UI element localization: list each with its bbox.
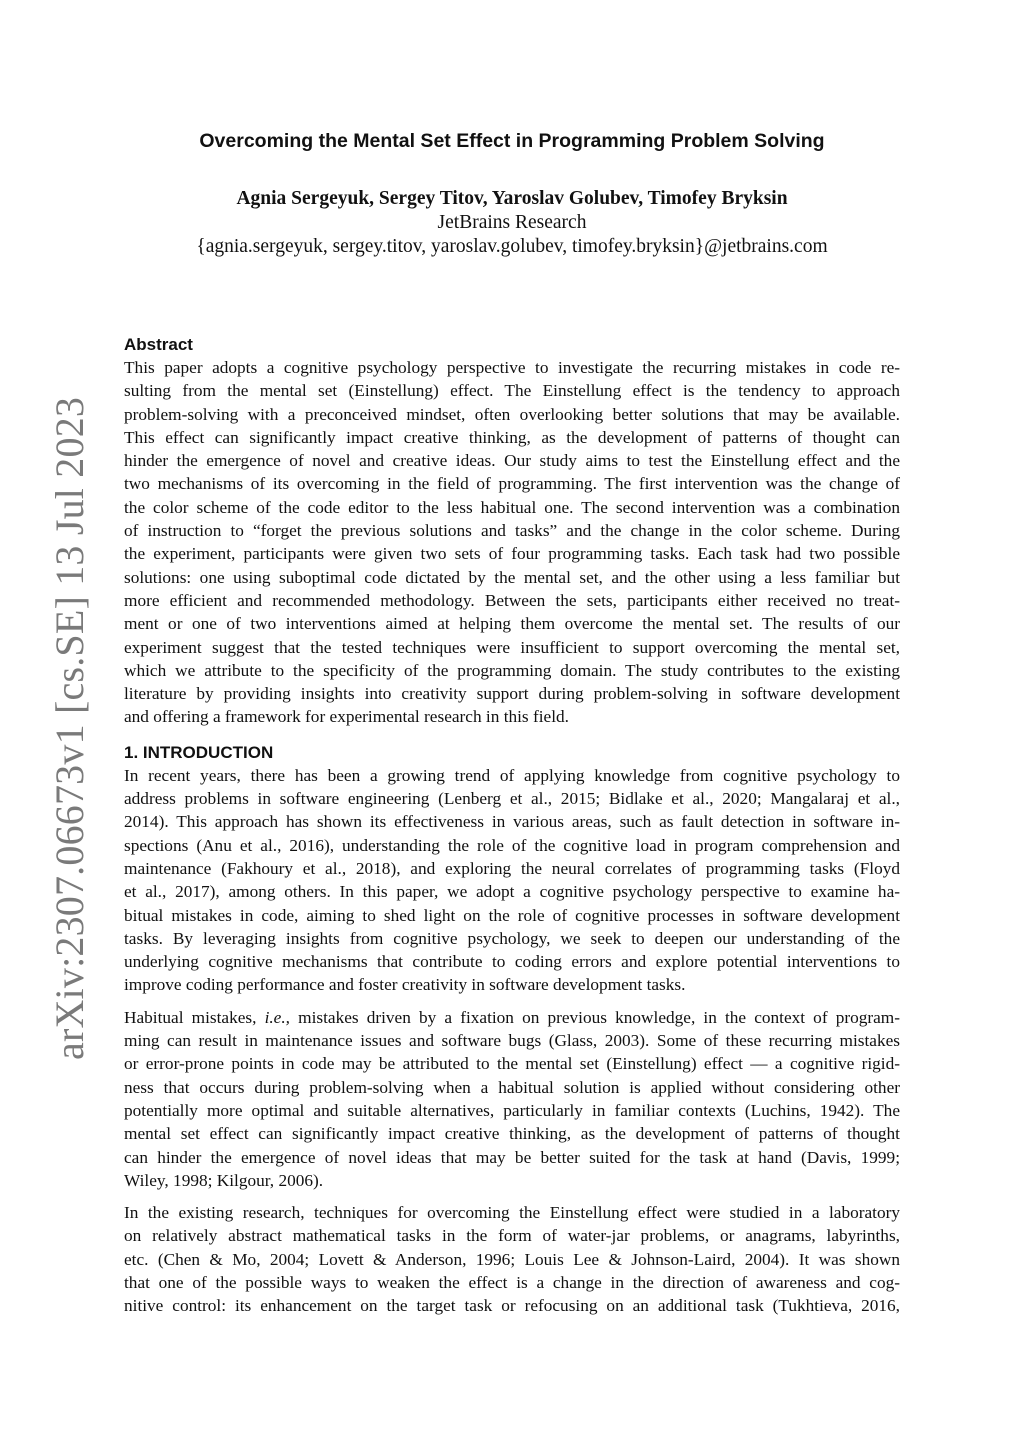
text-line: et al., 2017), among others. In this paper, we adopt a cognitive psychology perspective to examine ha- — [124, 882, 900, 902]
text-line: This paper adopts a cognitive psychology perspective to investigate the recurring mistakes in code re- — [124, 358, 900, 377]
text-line: bitual mistakes in code, aiming to shed light on the role of cognitive processes in software development — [124, 905, 900, 925]
text-line: that one of the possible ways to weaken the effect is a change in the direction of awareness and cog- — [124, 1272, 900, 1292]
text-line: ment or one of two interventions aimed at helping them overcome the mental set. The results of our — [124, 614, 900, 634]
text-line: underlying cognitive mechanisms that contribute to coding errors and explore potential interventions to — [124, 952, 900, 972]
author-names: Agnia Sergeyuk, Sergey Titov, Yaroslav Golubev, Timofey Bryksin — [236, 188, 788, 209]
author-block — [0, 187, 1024, 259]
intro-paragraph-1 — [124, 764, 900, 997]
introduction-heading: 1. INTRODUCTION — [124, 742, 274, 762]
paper-title: Overcoming the Mental Set Effect in Programming Problem Solving — [199, 130, 825, 152]
text-line: In recent years, there has been a growing trend of applying knowledge from cognitive psychology to — [124, 765, 900, 785]
text-line: potentially more optimal and suitable alternatives, particularly in familiar contexts (Luchins, 1942). The — [124, 1100, 900, 1120]
text-line: address problems in software engineering (Lenberg et al., 2015; Bidlake et al., 2020; Mangalaraj et al., — [124, 789, 900, 809]
text-line: more efficient and recommended methodology. Between the sets, participants either received no treat- — [124, 590, 900, 610]
intro-paragraph-2 — [124, 1006, 900, 1192]
text-line: two mechanisms of its overcoming in the field of programming. The first intervention was the change of — [124, 474, 900, 494]
text-line: or error-prone points in code may be attributed to the mental set (Einstellung) effect — a cognitive rigid- — [124, 1054, 900, 1074]
text-line: which we attribute to the specificity of the programming domain. The study contributes to the existing — [124, 660, 900, 680]
abstract-paragraph — [124, 356, 900, 729]
text-line: mental set effect can significantly impact creative thinking, as the development of patterns of thought — [124, 1124, 900, 1144]
text-fragment: Habitual mistakes, — [124, 1007, 265, 1027]
intro-paragraph-3 — [124, 1201, 900, 1317]
text-line: can hinder the emergence of novel ideas that may be better suited for the task at hand (Davis, 1999; — [124, 1147, 900, 1167]
text-line: and offering a framework for experimental research in this field. — [124, 707, 569, 727]
text-line: literature by providing insights into creativity support during problem-solving in software development — [124, 684, 900, 704]
text-line: In the existing research, techniques for overcoming the Einstellung effect were studied in a laboratory — [124, 1203, 900, 1223]
text-fragment: mistakes driven by a fixation on previous knowledge, in the context of program- — [290, 1007, 900, 1027]
text-line: hinder the emergence of novel and creative ideas. Our study aims to test the Einstellung effect and the — [124, 451, 900, 471]
text-line — [124, 1006, 900, 1029]
text-line: on relatively abstract mathematical tasks in the form of water-jar problems, or anagrams, labyrinths, — [124, 1226, 900, 1246]
paper-body — [124, 334, 900, 1318]
text-line: the experiment, participants were given two sets of four programming tasks. Each task had two possible — [124, 544, 900, 564]
abstract-heading: Abstract — [124, 335, 193, 354]
text-line: solutions: one using suboptimal code dictated by the mental set, and the other using a less familiar but — [124, 567, 900, 587]
text-line: etc. (Chen & Mo, 2004; Lovett & Anderson, 1996; Louis Lee & Johnson-Laird, 2004). It was shown — [124, 1249, 900, 1269]
text-line: problem-solving with a preconceived mindset, often overlooking better solutions that may be available. — [124, 404, 900, 424]
text-line: spections (Anu et al., 2016), understanding the role of the cognitive load in program comprehension and — [124, 835, 900, 855]
text-line: experiment suggest that the tested techniques were insufficient to support overcoming the mental set, — [124, 637, 900, 657]
text-line: of instruction to “forget the previous solutions and tasks” and the change in the color scheme. During — [124, 521, 900, 541]
affiliation: JetBrains Research — [437, 212, 587, 233]
text-line: This effect can significantly impact creative thinking, as the development of patterns of thought can — [124, 427, 900, 447]
text-line: nitive control: its enhancement on the target task or refocusing on an additional task (Tukhtieva, 2016, — [124, 1296, 900, 1316]
text-line: sulting from the mental set (Einstellung) effect. The Einstellung effect is the tendency to approach — [124, 381, 900, 401]
text-line: maintenance (Fakhoury et al., 2018), and exploring the neural correlates of programming tasks (Floyd — [124, 858, 900, 878]
arxiv-identifier: arXiv:2307.06673v1 [cs.SE] 13 Jul 2023 — [47, 396, 92, 1060]
text-line: tasks. By leveraging insights from cognitive psychology, we seek to deepen our understanding of the — [124, 928, 900, 948]
text-line: ming can result in maintenance issues and software bugs (Glass, 2003). Some of these recurring mistakes — [124, 1031, 900, 1051]
text-line: improve coding performance and foster creativity in software development tasks. — [124, 975, 686, 995]
text-line: 2014). This approach has shown its effectiveness in various areas, such as fault detection in software in- — [124, 812, 900, 832]
text-line: ness that occurs during problem-solving when a habitual solution is applied without considering other — [124, 1077, 900, 1097]
italic-abbreviation: i.e., — [264, 1007, 290, 1027]
text-line: Wiley, 1998; Kilgour, 2006). — [124, 1170, 324, 1190]
author-emails: {agnia.sergeyuk, sergey.titov, yaroslav.golubev, timofey.bryksin}@jetbrains.com — [196, 236, 828, 257]
text-line: the color scheme of the code editor to the less habitual one. The second intervention was a combination — [124, 497, 900, 517]
